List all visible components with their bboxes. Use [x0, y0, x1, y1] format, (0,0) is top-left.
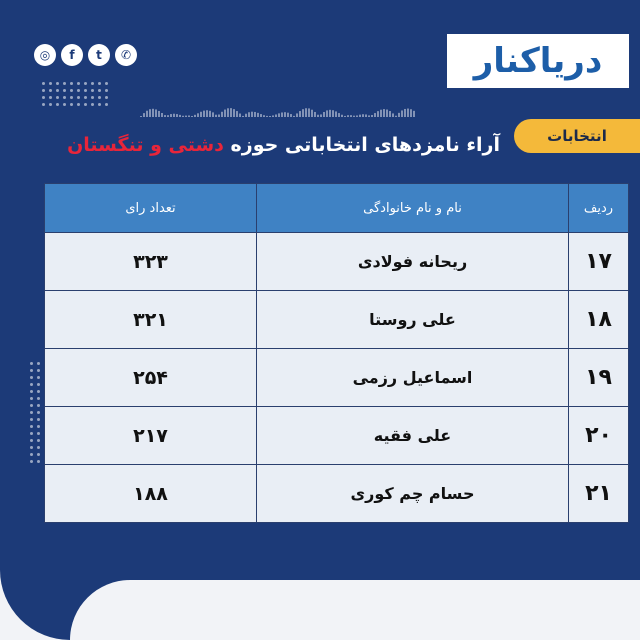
results-table	[44, 183, 629, 523]
bottom-cutout	[70, 580, 640, 640]
header-name: نام و نام خانوادگی	[257, 184, 569, 233]
header-rank: ردیف	[569, 184, 629, 233]
brand-logo[interactable]	[447, 34, 629, 88]
row-votes: ۱۸۸	[45, 465, 257, 523]
row-name: اسماعیل رزمی	[257, 349, 569, 407]
decorative-dots-side	[30, 362, 40, 463]
table-row	[45, 349, 629, 407]
row-name: علی فقیه	[257, 407, 569, 465]
table-header-row	[45, 184, 629, 233]
page-title-main: آراء نامزدهای انتخاباتی حوزه	[223, 134, 500, 156]
row-name: ریحانه فولادی	[257, 233, 569, 291]
decorative-dots	[42, 82, 108, 106]
table-row	[45, 291, 629, 349]
row-votes: ۳۲۳	[45, 233, 257, 291]
row-votes: ۲۱۷	[45, 407, 257, 465]
row-rank: ۲۰	[569, 407, 629, 465]
row-rank: ۱۸	[569, 291, 629, 349]
whatsapp-icon[interactable]: ✆	[115, 44, 137, 66]
row-rank: ۲۱	[569, 465, 629, 523]
page-title-highlight: دشتی و تنگستان	[67, 134, 224, 156]
page-title	[67, 134, 500, 156]
row-name: علی روستا	[257, 291, 569, 349]
social-links	[34, 44, 137, 66]
row-rank: ۱۹	[569, 349, 629, 407]
instagram-icon[interactable]: ◎	[34, 44, 56, 66]
row-votes: ۳۲۱	[45, 291, 257, 349]
facebook-icon[interactable]: f	[61, 44, 83, 66]
table-row	[45, 407, 629, 465]
row-name: حسام چم کوری	[257, 465, 569, 523]
table-row	[45, 233, 629, 291]
decorative-waveform	[140, 106, 418, 118]
table-row	[45, 465, 629, 523]
twitter-icon[interactable]: t	[88, 44, 110, 66]
row-rank: ۱۷	[569, 233, 629, 291]
header-votes: تعداد رای	[45, 184, 257, 233]
brand-logo-text: دریاکنار	[473, 41, 603, 81]
row-votes: ۲۵۴	[45, 349, 257, 407]
section-tag: انتخابات	[514, 119, 640, 153]
